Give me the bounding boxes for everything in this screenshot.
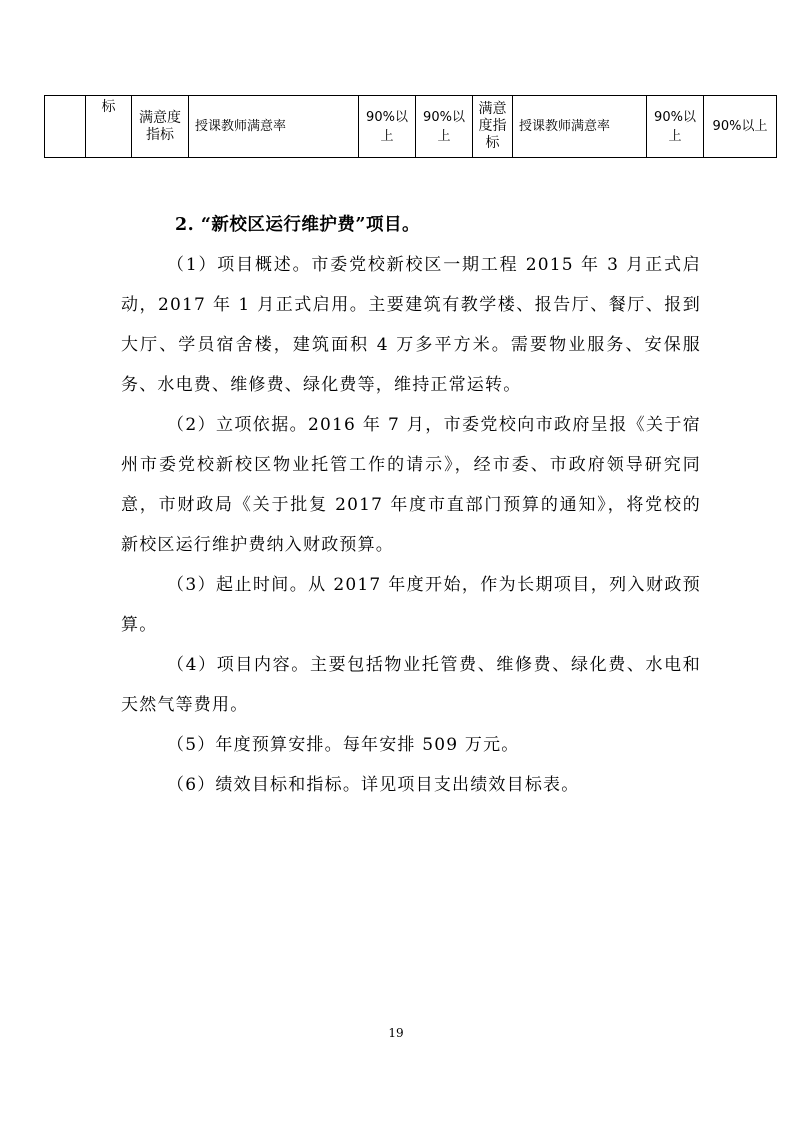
- document-body: [121, 205, 701, 805]
- table-cell-category: 标: [86, 96, 132, 158]
- table-row: [45, 96, 777, 158]
- table-cell-blank: [45, 96, 86, 158]
- page-number: 19: [388, 1026, 404, 1040]
- table-cell-target-left-1: 90%以上: [359, 96, 416, 158]
- paragraph-goals: （6）绩效目标和指标。详见项目支出绩效目标表。: [167, 775, 580, 795]
- paragraph-content: （4）项目内容。主要包括物业托管费、维修费、绿化费、水电和天然气等费用。: [121, 655, 701, 715]
- table-cell-target-left-2: 90%以上: [416, 96, 473, 158]
- table-cell-item-left: 授课教师满意率: [189, 96, 359, 158]
- section-heading: 2. “新校区运行维护费”项目。: [175, 215, 420, 235]
- performance-indicator-table: [44, 95, 777, 158]
- table-cell-indicator-left: 满意度指标: [132, 96, 189, 158]
- paragraph-basis: （2）立项依据。2016 年 7 月，市委党校向市政府呈报《关于宿州市委党校新校区物业托管工作的请示》，经市委、市政府领导研究同意，市财政局《关于批复 2017 年度市直部门预算的通知》，将党校的新校区运行维护费纳入财政预算。: [121, 415, 701, 555]
- paragraph-overview: （1）项目概述。市委党校新校区一期工程 2015 年 3 月正式启动，2017 年 1 月正式启用。主要建筑有教学楼、报告厅、餐厅、报到大厅、学员宿舍楼，建筑面积 4 万多平方米。需要物业服务、安保服务、水电费、维修费、绿化费等，维持正常运转。: [121, 255, 701, 395]
- paragraph-period: （3）起止时间。从 2017 年度开始，作为长期项目，列入财政预算。: [121, 575, 701, 635]
- table-cell-target-right-1: 90%以上: [647, 96, 704, 158]
- table-cell-target-right-2: 90%以上: [704, 96, 777, 158]
- table-cell-indicator-right: 满意度指标: [473, 96, 513, 158]
- table-cell-item-right: 授课教师满意率: [513, 96, 647, 158]
- paragraph-budget: （5）年度预算安排。每年安排 509 万元。: [167, 735, 520, 755]
